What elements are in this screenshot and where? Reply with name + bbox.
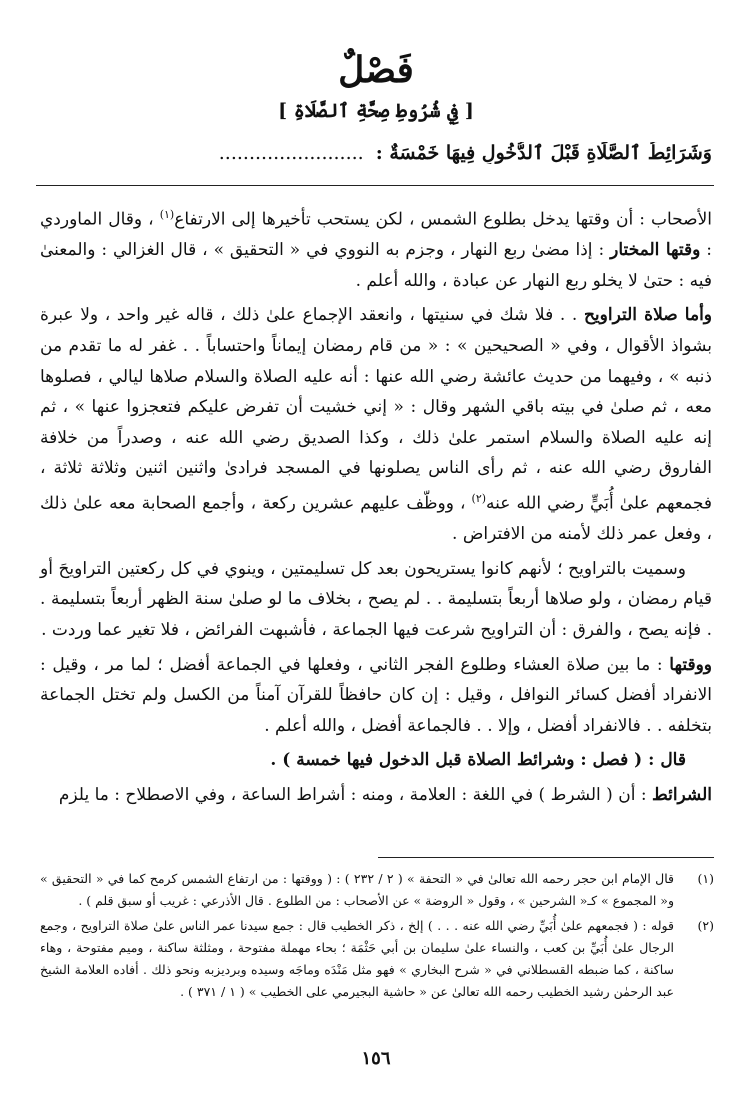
section-subtitle: [ فِي شُرُوطِ صِحَّةِ ٱلصَّلَاةِ ] [278,100,474,122]
paragraph-6: الشرائط : أن ( الشرط ) في اللغة : العلامة ، ومنه : أشراط الساعة ، وفي الاصطلاح : ما يلزم [58,785,712,805]
matn-line [40,142,712,164]
paragraph-1: الأصحاب : أن وقتها يدخل بطلوع الشمس ، لكن يستحب تأخيرها إلى الارتفاع$^{(١)}$ ، وقال الماوردي : وقتها المختار : إذا مضىٰ ربع النهار ، وجزم به النووي في « التحقيق » ، قال الغزالي : والمعنىٰ فيه : حتىٰ لا يخلو ربع النهار عن عبادة ، والله أعلم . [40,208,713,291]
footnote-divider [378,857,714,858]
matn-text: وَشَرَائِطُ ٱلصَّلَاةِ قَبْلَ ٱلدُّخُولِ فِيهَا خَمْسَةٌ : [375,142,712,164]
footnotes [40,868,714,1006]
footnote-ref-2: (٢) [471,492,487,505]
footnote-number: (١) [697,871,714,886]
header-divider [36,185,714,186]
footnote-2 [40,915,714,1003]
page-number: ١٥٦ [361,1048,391,1069]
paragraph-5: قال : ( فصل : وشرائط الصلاة قبل الدخول فيها خمسة ) . [270,750,686,771]
paragraph-4: ووقتها : ما بين صلاة العشاء وطلوع الفجر الثاني ، وفعلها في الجماعة أفضل ؛ لما مر ، وقيل : الانفراد أفضل كسائر النوافل ، وقيل : إن كان حافظاً للقرآن آمناً من الكسل ولم تختل الجماعة بتخلفه . . فالانفراد أفضل ، وإلا . . فالجماعة أفضل ، والله أعلم . [40,654,712,736]
footnote-number: (٢) [697,918,714,933]
paragraph-2: وأما صلاة التراويح . . فلا شك في سنيتها ، وانعقد الإجماع علىٰ ذلك ، قاله غير واحد ، ولا عبرة بشواذ الأقوال ، وفي « الصحيحين » : « من قام رمضان إيماناً واحتساباً . . غفر له ما تقدم من ذنبه » ، وفيهما من حديث عائشة رضي الله عنها : أنه عليه الصلاة والسلام صلاها ليالي ، فصلوها معه ، ثم صلىٰ في بيته باقي الشهر وقال : « إني خشيت أن تفرض عليكم فتعجزوا عنها » ، ثم إنه عليه الصلاة والسلام استمر علىٰ ذلك ، وكذا الصديق رضي الله عنه ، وصدراً من خلافة الفاروق رضي الله عنه ، ثم رأى الناس يصلونها في المسجد فرادىٰ واثنين اثنين وثلاثة ثلاثة ، فجمعهم علىٰ أُبَيٍّ رضي الله عنه$^{(٢)}$ ، ووظّف عليهم عشرين ركعة ، وأجمع الصحابة معه علىٰ ذلك ، وفعل عمر ذلك لأمنه من الافتراض . [40,305,713,545]
body-text [40,200,712,815]
footnote-text: قوله : ( فجمعهم علىٰ أُبَيِّ رضي الله عنه . . . ) إلخ ، ذكر الخطيب قال : جمع سيدنا عمر الناس علىٰ صلاة التراويح ، وجمع الرجال علىٰ أُبَيِّ بن كعب ، والنساء علىٰ سليمان بن أبي حَثْمَة ؛ بحاء مهملة مفتوحة ، ومثلثة ساكنة ، وميم مفتوحة ، وهاء ساكنة ، كما ضبطه القسطلاني في « شرح البخاري » فهو مثل مَنْدَه وماجَه وسيده وبرديزبه ونحو ذلك . أفاده العلامة الشيخ عبد الرحمٰن رشيد الخطيب رحمه الله تعالىٰ عن « حاشية البجيرمي على الخطيب » ( ١ / ٣٧١ ) . [40,918,674,999]
footnote-text: قال الإمام ابن حجر رحمه الله تعالىٰ في « التحفة » ( ٢ / ٢٣٢ ) : ( ووقتها : من ارتفاع الشمس كرمح كما في « التحقيق » و« المجموع » كـ« الشرحين » ، وقول « الروضة » عن الأصحاب : من الطلوع . قال الأذرعي : غريب أو سبق قلم ) . [40,871,674,908]
footnote-1 [40,868,714,912]
footnote-ref-1: (١) [159,208,175,221]
paragraph-3: وسميت بالتراويح ؛ لأنهم كانوا يستريحون بعد كل تسليمتين ، وينوي في كل ركعتين التراويحَ أو قيام رمضان ، ولو صلاها أربعاً بتسليمة . . لم يصح ، بخلاف ما لو صلىٰ سنة الظهر أربعاً بتسليمة . . فإنه يصح ، والفرق : أن التراويح شرعت فيها الجماعة ، فأشبهت الفرائض ، فلا تغير عما وردت . [40,558,712,641]
matn-dots: ........................ [218,142,364,164]
section-title: فَصْلٌ [338,49,414,91]
